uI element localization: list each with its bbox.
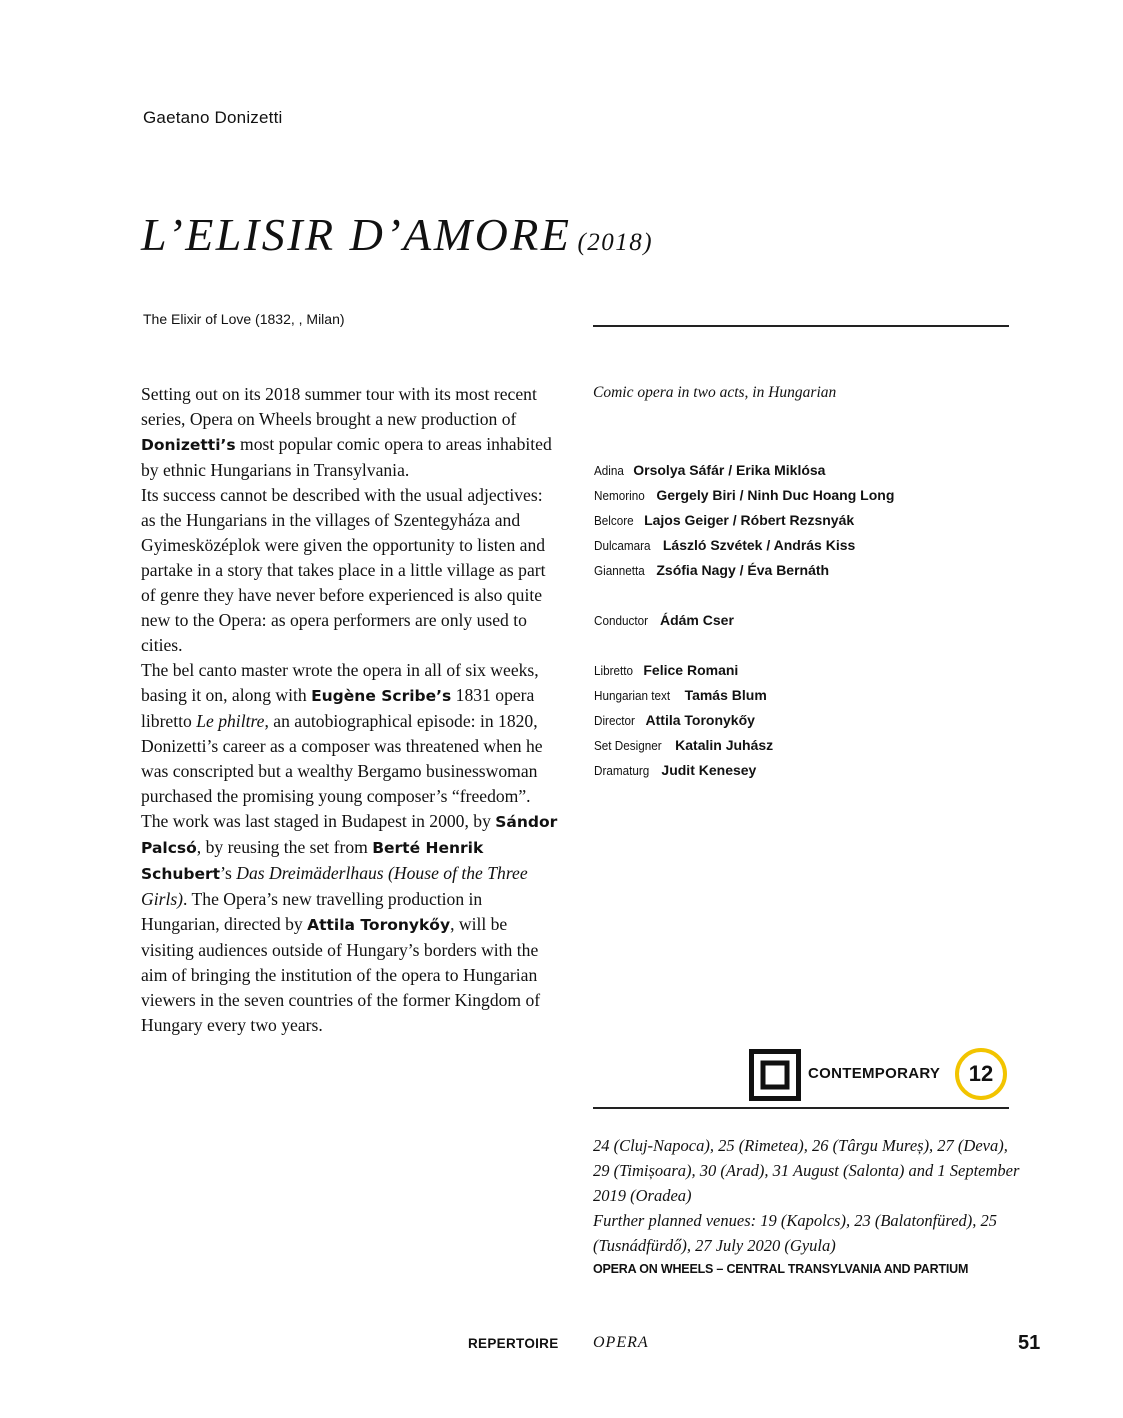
credit-role: Conductor: [594, 613, 648, 628]
dates-line-2: Further planned venues: 19 (Kapolcs), 23 (Balatonfüred), 25 (Tusnádfürdő), 27 July 2020 (Gyula): [593, 1211, 998, 1255]
credits-list: [594, 458, 894, 783]
credit-name: Orsolya Sáfár / Erika Miklósa: [633, 462, 826, 478]
top-divider: [593, 325, 1009, 327]
credit-role: Libretto: [594, 663, 634, 678]
text-run: , will be visiting audiences outside of Hungary’s borders with the aim of bringing the institution of the opera to Hungarian viewers in the seven countries of the former Kingdom of Hungary every two years.: [141, 914, 541, 1035]
bold-name: Donizetti’s: [141, 436, 236, 454]
italic-title: Das Dreimäderlhaus (House of the Three Girls): [141, 863, 528, 909]
title-year: (2018): [577, 229, 654, 256]
paragraph-4: [141, 809, 561, 1038]
credit-role: Nemorino: [594, 488, 645, 503]
credit-row: [594, 533, 894, 558]
bottom-divider: [593, 1107, 1009, 1109]
credit-row-conductor: [594, 608, 894, 633]
credit-role: Dramaturg: [594, 763, 650, 778]
credit-role: Director: [594, 713, 635, 728]
subtitle: The Elixir of Love (1832, , Milan): [143, 311, 345, 327]
credit-role: Adina: [594, 463, 624, 478]
paragraph-1: [141, 382, 561, 483]
credit-role: Belcore: [594, 513, 634, 528]
credit-row: [594, 658, 894, 683]
credit-role: Dulcamara: [594, 538, 651, 553]
text-run: most popular comic opera to areas inhabited by ethnic Hungarians in Transylvania.: [141, 434, 552, 480]
contemporary-label: CONTEMPORARY: [808, 1065, 941, 1082]
credit-row: [594, 558, 894, 583]
paragraph-2: Its success cannot be described with the usual adjectives: as the Hungarians in the villages of Szentegyháza and Gyimesközéplok were given the opportunity to listen and partake in a story that takes place in a little village as part of genre they have never before experienced is also quite new to the Opera: as opera performers are only used to cities.: [141, 485, 546, 655]
credit-name: Lajos Geiger / Róbert Rezsnyák: [644, 512, 855, 528]
credit-name: Attila Toronykőy: [645, 712, 755, 728]
text-run: . The Opera’s new travelling production in Hungarian, directed by: [141, 889, 483, 934]
credit-row: [594, 683, 894, 708]
text-run: Setting out on its 2018 summer tour with its most recent series, Opera on Wheels brought a new production of: [141, 384, 537, 429]
credit-name: László Szvétek / András Kiss: [662, 537, 856, 553]
text-run: The bel canto master wrote the opera in all of six weeks, basing it on, along with: [141, 660, 539, 705]
age-rating-badge: 12: [955, 1048, 1007, 1100]
italic-title: Le philtre: [196, 711, 265, 731]
credit-row: [594, 708, 894, 733]
credit-row: [594, 733, 894, 758]
credit-row: [594, 483, 894, 508]
contemporary-square-icon: [749, 1049, 801, 1101]
bold-name: Berté Henrik Schubert: [141, 839, 484, 883]
credit-row: [594, 458, 894, 483]
credit-row: [594, 758, 894, 783]
title-text: L’ELISIR D’AMORE: [141, 209, 572, 260]
credit-name: Zsófia Nagy / Éva Bernáth: [656, 562, 830, 578]
text-run: , by reusing the set from: [196, 837, 373, 857]
paragraph-3: [141, 658, 561, 809]
article-body: [141, 382, 561, 1038]
bold-name: Eugène Scribe’s: [311, 687, 452, 705]
credit-name: Gergely Biri / Ninh Duc Hoang Long: [656, 487, 895, 503]
footer-section: REPERTOIRE: [468, 1336, 559, 1351]
credit-role: Giannetta: [594, 563, 645, 578]
bold-name: Attila Toronykőy: [307, 916, 451, 934]
text-run: , an autobiographical episode: in 1820, Donizetti’s career as a composer was threatened when he was conscripted but a wealthy Bergamo businesswoman purchased the promising young composer’s “freedom”.: [141, 711, 543, 806]
page-title: [141, 208, 653, 261]
composer-name: Gaetano Donizetti: [143, 108, 283, 127]
credit-name: Katalin Juhász: [675, 737, 774, 753]
credit-name: Tamás Blum: [684, 687, 767, 703]
credit-role: Hungarian text: [594, 688, 671, 703]
dates-line-1: 24 (Cluj-Napoca), 25 (Rimetea), 26 (Târgu Mureș), 27 (Deva), 29 (Timișoara), 30 (Arad), 31 August (Salonta) and 1 September 2019 (Oradea): [593, 1136, 1020, 1205]
venue-line: OPERA ON WHEELS – CENTRAL TRANSYLVANIA AND PARTIUM: [593, 1262, 969, 1276]
tour-dates: [593, 1133, 1023, 1258]
text-run: The work was last staged in Budapest in 2000, by: [141, 811, 496, 831]
credit-name: Felice Romani: [643, 662, 739, 678]
bold-name: Sándor Palcsó: [141, 813, 558, 857]
credit-row: [594, 508, 894, 533]
genre-line: Comic opera in two acts, in Hungarian: [593, 384, 837, 401]
credit-name: Judit Kenesey: [661, 762, 757, 778]
credit-role: Set Designer: [594, 738, 662, 753]
credit-name: Ádám Cser: [659, 612, 734, 628]
text-run: 1831 opera libretto: [141, 685, 535, 731]
footer-category: OPERA: [593, 1334, 649, 1351]
spacer: [594, 583, 894, 608]
spacer: [594, 633, 894, 658]
text-run: ’s: [220, 863, 237, 883]
page-number: 51: [1018, 1332, 1041, 1354]
